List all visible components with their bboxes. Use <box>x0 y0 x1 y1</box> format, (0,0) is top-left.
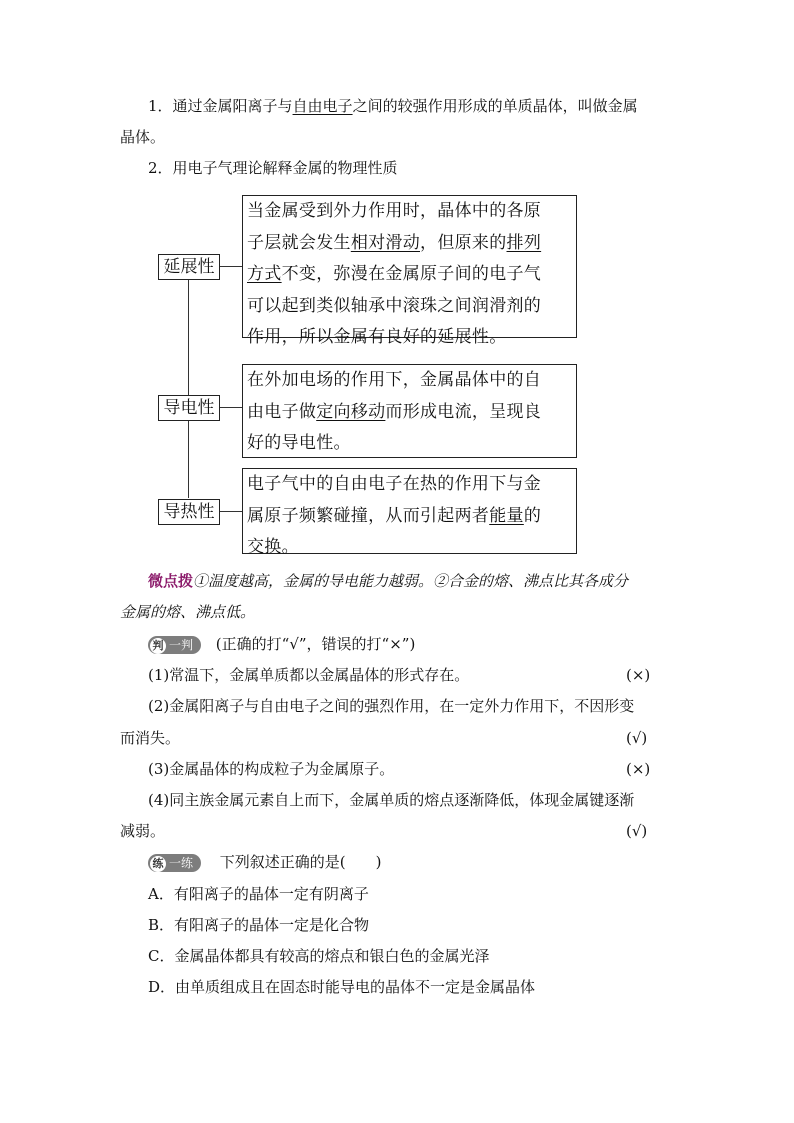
judge-item-2: (2)金属阳离子与自由电子之间的强烈作用，在一定外力作用下，不因形变 <box>148 697 635 715</box>
practice-header <box>148 852 382 872</box>
judge-mark-1: (×) <box>626 666 651 684</box>
box-line <box>247 322 572 354</box>
box-thermal <box>242 468 577 557</box>
box-line-underlined: 方式 <box>247 264 282 284</box>
judge-mark-2: (√) <box>626 729 648 747</box>
tip-line-1 <box>148 571 628 591</box>
judge-instruction: (正确的打“√”，错误的打“×”) <box>215 635 416 653</box>
connector-conductivity <box>220 407 242 408</box>
judge-badge <box>148 636 201 654</box>
box-line-text: 作用，所以金属有良好的延展性。 <box>247 327 507 347</box>
judge-badge-text: 一判 <box>169 638 194 652</box>
box-line-text: 不变，弥漫在金属原子间的电子气 <box>281 264 542 284</box>
box-line <box>247 196 572 228</box>
box-line-text: 属原子频繁碰撞，从而引起两者 <box>247 505 490 526</box>
box-line-text: 当金属受到外力作用时，晶体中的各原 <box>247 201 542 221</box>
box-line <box>247 428 572 460</box>
intro-p1-prefix: 1．通过金属阳离子与 <box>148 97 293 115</box>
practice-badge <box>148 854 201 872</box>
label-conductivity-text: 导电性 <box>163 398 215 418</box>
box-line-underlined: 能量 <box>489 505 524 526</box>
judge-badge-circle: 判 <box>150 638 166 654</box>
practice-option-b: B．有阳离子的晶体一定是化合物 <box>148 916 370 934</box>
box-line-text: 的 <box>523 505 542 526</box>
box-line-text: 交换。 <box>247 537 299 557</box>
practice-option-d: D．由单质组成且在固态时能导电的晶体不一定是金属晶体 <box>148 978 536 996</box>
label-thermal-text: 导热性 <box>163 502 215 522</box>
tip-line-2: 金属的熔、沸点低。 <box>120 603 256 621</box>
box-line-underlined: 相对滑动 <box>350 232 421 253</box>
box-ductility <box>242 195 577 347</box>
diagram-trunk-line <box>188 277 189 498</box>
box-line <box>247 469 572 501</box>
label-ductility-text: 延展性 <box>163 257 215 277</box>
box-line-text: 好的导电性。 <box>247 433 351 453</box>
tip-label: 微点拨 <box>148 572 194 590</box>
tip-text-1: ①温度越高，金属的导电能力越弱。②合金的熔、沸点比其各成分 <box>193 572 629 590</box>
practice-option-a: A．有阳离子的晶体一定有阴离子 <box>148 885 369 903</box>
connector-thermal <box>220 511 242 512</box>
judge-item-2-cont: 而消失。 <box>120 729 181 747</box>
intro-paragraph-2: 2．用电子气理论解释金属的物理性质 <box>148 159 398 177</box>
connector-ductility <box>220 266 242 267</box>
box-line-text: ，但原来的 <box>420 232 507 253</box>
box-line-text: 而形成电流，呈现良 <box>385 401 542 422</box>
box-line <box>247 259 572 291</box>
judge-item-4-cont: 减弱。 <box>120 822 166 840</box>
label-conductivity <box>158 395 220 421</box>
box-line <box>247 501 572 533</box>
box-line-underlined: 排列 <box>506 232 542 253</box>
practice-option-c: C．金属晶体都具有较高的熔点和银白色的金属光泽 <box>148 947 490 965</box>
box-conductivity <box>242 364 577 458</box>
box-line-text: 可以起到类似轴承中滚珠之间润滑剂的 <box>247 295 542 316</box>
intro-p1-suffix: 之间的较强作用形成的单质晶体，叫做金属 <box>352 97 638 115</box>
judge-mark-4: (√) <box>626 822 648 840</box>
box-line-text: 电子气中的自由电子在热的作用下与金 <box>247 474 542 494</box>
box-line-underlined: 定向移动 <box>316 401 386 422</box>
box-line-text: 子层就会发生 <box>247 232 351 253</box>
box-line <box>247 291 572 323</box>
box-line <box>247 365 572 397</box>
box-line <box>247 532 572 564</box>
judge-mark-3: (×) <box>626 760 651 778</box>
practice-badge-circle: 练 <box>150 856 166 872</box>
box-line <box>247 397 572 429</box>
practice-badge-text: 一练 <box>169 856 194 870</box>
label-ductility <box>158 254 220 280</box>
box-line-text: 在外加电场的作用下，金属晶体中的自 <box>247 370 542 390</box>
judge-item-4: (4)同主族金属元素自上而下，金属单质的熔点逐渐降低，体现金属键逐渐 <box>148 791 635 809</box>
label-thermal <box>158 499 220 525</box>
practice-question: 下列叙述正确的是( ) <box>219 853 382 871</box>
intro-p1-underlined: 自由电子 <box>292 97 353 115</box>
judge-item-3: (3)金属晶体的构成粒子为金属原子。 <box>148 760 395 778</box>
intro-paragraph-1-cont: 晶体。 <box>120 128 166 146</box>
intro-paragraph-1 <box>148 96 638 116</box>
judge-header <box>148 634 415 654</box>
box-line-text: 由电子做 <box>247 401 317 422</box>
box-line <box>247 228 572 260</box>
judge-item-1: (1)常温下，金属单质都以金属晶体的形式存在。 <box>148 666 470 684</box>
